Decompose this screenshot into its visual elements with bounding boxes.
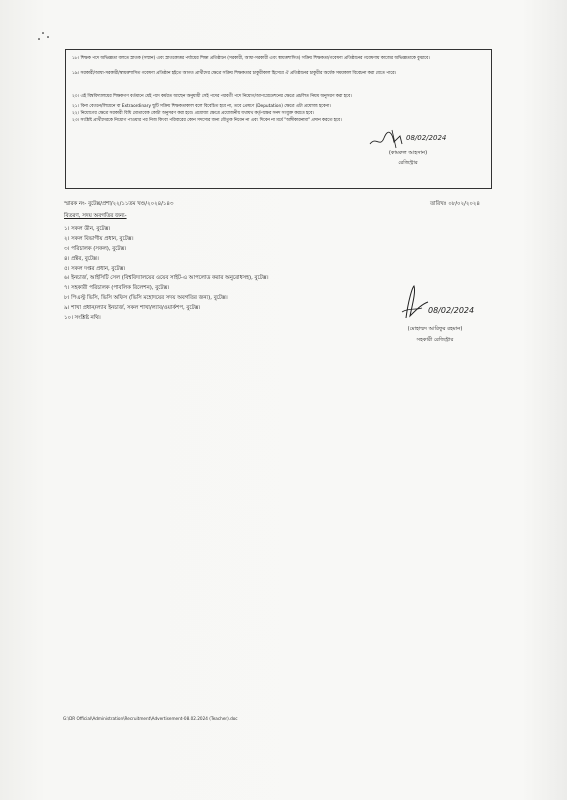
distribution-list: [64, 225, 269, 324]
distribution-item: ১০। সংশ্লিষ্ট নথি।: [64, 315, 101, 322]
note-number: ২৩।: [72, 118, 80, 123]
assistant-registrar-signature: [392, 282, 432, 322]
signature-date-handwriting: 08/02/2024: [406, 134, 447, 142]
note-number: ২১।: [72, 104, 80, 109]
note-item: [72, 71, 484, 77]
distribution-item: ৯। শাখা প্রধান/ল্যাব ইনচার্জ, সকল শাখা/ল্যাব/ওয়ার্কশপ, বুটেক্স।: [64, 305, 201, 312]
note-number: ২২।: [72, 111, 80, 116]
distribution-item: ১। সকল ডীন, বুটেক্স।: [64, 226, 111, 232]
signatory-name: (কামরুল আহসান): [388, 150, 428, 156]
memo-number: স্মারক নং- বুটেক্স/প্রশা/২২/১১তম খণ্ড/২০২৪/১৪৩: [64, 201, 174, 207]
signature-date-handwriting: 08/02/2024: [428, 306, 475, 315]
note-text: নিয়োগের ক্ষেত্রে সরকারী বিধি মোতাবেক কোটা অনুসরণ করা হবে। প্রযোজ্য ক্ষেত্রে প্রয়োজনীয় যথাযথ কর্তৃপক্ষের সনদ সংযুক্ত করতে হবে।: [80, 111, 314, 116]
distribution-item: ৮। পিএস্টু ভিসি, ভিসি অফিস (ভিসি মহোদয়ের সদয় অবগতির জন্য), বুটেক্স।: [64, 295, 228, 302]
note-item: [72, 94, 484, 100]
distribution-heading: বিতরণ, সদয় অবগতির জন্য-: [64, 213, 127, 219]
distribution-item: ৩। পরিচালক (সকল), বুটেক্স।: [64, 245, 127, 252]
note-item: [72, 56, 484, 62]
distribution-item: ৪। প্রক্টর, বুটেক্স।: [64, 255, 99, 262]
note-item: [72, 118, 484, 124]
scan-speck: [47, 36, 49, 38]
signatory-title: সহকারী রেজিস্ট্রার: [416, 337, 454, 343]
note-item: [72, 104, 484, 110]
terms-box: [65, 49, 492, 189]
note-text: এই বিশ্ববিদ্যালয়ের শিক্ষকগণ বর্তমানে যেই পদে কর্মরত আছেন অনুযায়ী সেই পদের পরবর্তী পদে নিয়োগ/আপগ্রেডেশনের ক্ষেত্রে প্রচলিত নিয়ম অনুসরণ করা হবে।: [80, 94, 352, 99]
note-number: ১৯।: [72, 71, 80, 76]
file-path-footer: G:\DR Official\Administration\Recruitment\Advertisement-08.02.2024 (Teacher).doc: [63, 716, 238, 721]
note-item: [72, 111, 484, 117]
distribution-item: ৭। সহকারী পরিচালক (পাবলিক রিলেশন), বুটেক্স।: [64, 285, 170, 292]
signatory-title: রেজিস্ট্রার: [398, 160, 418, 166]
scan-speck: [38, 38, 40, 40]
scan-speck: [42, 32, 44, 34]
signatory-name: (মোহাম্মদ আরিফুর রহমান): [407, 326, 463, 332]
note-text: সংশ্লিষ্ট প্রার্থীদেরকে নিয়োগ পাওয়ার পর নিজ কিংবা পরিবারের কোন সদস্যের জন্য যৌতুক নিবেন না এবং দিবেন না মর্মে "অঙ্গীকারনামা" প্রদান করতে হবে।: [80, 118, 342, 123]
distribution-item: ৫। সকল দপ্তর প্রধান, বুটেক্স।: [64, 265, 126, 272]
note-number: ২০।: [72, 94, 80, 99]
note-text: শিক্ষক পদে অভিজ্ঞতা বলতে স্নাতক (সম্মান) এবং স্নাতকোত্তর পর্যায়ের শিক্ষা প্রতিষ্ঠানে (সরকারী, আধা-সরকারী এবং স্বায়ত্তশাসিত) সক্রিয় শিক্ষকতা/গবেষণা প্রতিষ্ঠানের গবেষণায় কাজের অভিজ্ঞতাকে বুঝাবে।: [80, 56, 430, 61]
distribution-item: ২। সকল বিভাগীয় প্রধান, বুটেক্স।: [64, 235, 134, 242]
note-text: বিনা বেতনে/লিয়েনে বা Extraordinary ছুটি সক্রিয় শিক্ষকতাকাল বলে বিবেচিত হবে না, তবে প্রেষণে (Deputation) ক্ষেত্রে এটা প্রযোজ্য হবেনা।: [80, 104, 331, 109]
note-number: ১৮।: [72, 56, 80, 61]
memo-date: তারিখঃ ০৮/০২/২০২৪: [430, 201, 480, 207]
note-text: সরকারী/আধা-সরকারী/স্বায়ত্তশাসিত গবেষণা প্রতিষ্ঠান হইতে আগত প্রার্থীদের ক্ষেত্রে সক্রিয় শিক্ষকতার চাকুরীকাল হিসেবে ঐ প্রতিষ্ঠানের চাকুরীর অর্ধেক সময়কাল বিবেচনা করা যেতে পারে।: [80, 71, 396, 76]
distribution-item: ৬। ইনচার্জ, আইসিটি সেল (বিশ্ববিদ্যালয়ের ওয়েব সাইট-এ আপলোড করার অনুরোধসহ), বুটেক্স।: [64, 275, 269, 282]
